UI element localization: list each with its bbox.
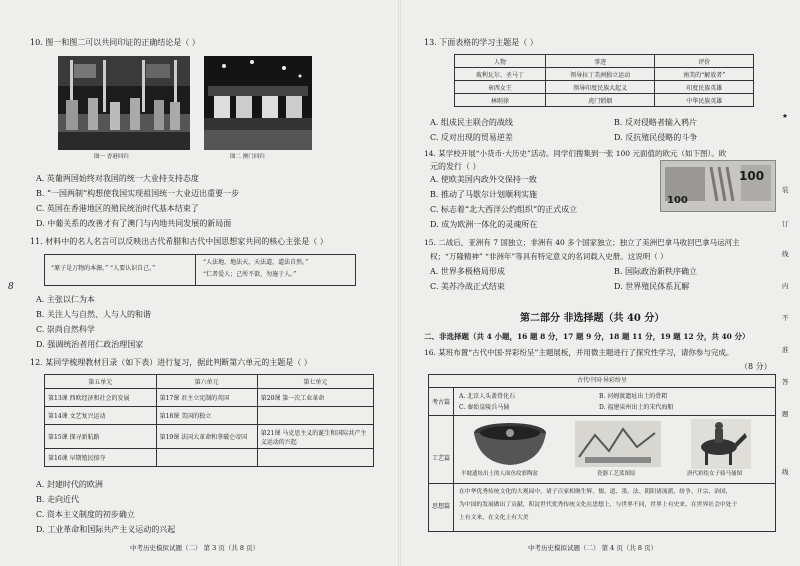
table-row — [455, 68, 754, 81]
q11-quote-box — [44, 254, 356, 286]
q15-stem-line1: 15. 二战后，亚洲有 7 国独立；非洲有 40 多个国家独立；独立了美洲巴拿马收回巴拿马运河主 — [424, 238, 740, 247]
q10-option-c: C. 英国在香港地区的殖民统治时代基本结束了 — [36, 204, 199, 213]
q11-quote-divider — [195, 255, 196, 285]
table-cell: 第15课 探寻新航路 — [45, 425, 157, 449]
left-page-footer: 中考历史模拟试题（二） 第 3 页（共 8 页） — [130, 544, 260, 552]
left-edge-mark: 8 — [8, 282, 14, 292]
side-mark-7: 答 — [782, 378, 789, 386]
gongyi-caption-2: 瓷器工艺蓝图原 — [597, 471, 636, 477]
table-cell — [156, 449, 257, 467]
q12-table — [44, 374, 374, 467]
section2-heading: 二、非选择题（共 4 小题，16 题 8 分，17 题 9 分，18 题 11 分，19 题 12 分，共 40 分） — [424, 332, 750, 341]
q13-header-deed: 事迹 — [545, 55, 655, 68]
q14-stem-line1: 14. 某学校开展“小货币·大历史”活动。同学们搜集到一张 100 元面值的欧元（如下图）。欧 — [424, 149, 727, 158]
q11-chinese-quote-1: “人法地，地法天，天法道，道法自然。” — [203, 259, 309, 266]
q15-option-a: A. 世界多极格局形成 — [430, 267, 505, 276]
q13-option-b: B. 反对侵略者输入鸦片 — [614, 118, 697, 127]
photo2-caption: 图二 澳门回归 — [230, 154, 265, 160]
table-cell: 印度民族英雄 — [655, 81, 754, 94]
table-cell: 第18课 美国的独立 — [156, 407, 257, 425]
macau-handover-photo — [204, 56, 312, 150]
q14-option-a: A. 使欧美国内政外交保持一致 — [430, 175, 537, 184]
kaogu-item-c: C. 秦始皇陵兵马俑 — [459, 404, 510, 411]
gongyi-label: 工艺篇 — [432, 455, 451, 462]
table-cell: 玻利瓦尔、圣马丁 — [455, 68, 546, 81]
table-cell: 中华民族英雄 — [655, 94, 754, 107]
table-cell — [257, 407, 373, 425]
q13-header-person: 人物 — [455, 55, 546, 68]
sixiang-label: 思想篇 — [432, 503, 451, 510]
sixiang-line-1: 在中华优秀传统文化的大观园中，诸子百家相继生辉，儒、道、墨、法、阴阳诸流派，纷争、开宗、治国， — [459, 489, 732, 495]
q12-header-row — [45, 375, 374, 389]
q14-stem-line2: 元的发行（ ） — [430, 162, 481, 171]
side-mark-8: 题 — [782, 410, 789, 418]
table-cell: 第16课 早期殖民掠夺 — [45, 449, 157, 467]
table-cell: 第21课 马克思主义的诞生和国际共产主义运动的兴起 — [257, 425, 373, 449]
kaogu-label: 考古篇 — [432, 399, 451, 406]
q13-option-a: A. 组成民主联合的战线 — [430, 118, 513, 127]
q13-header-row — [455, 55, 754, 68]
side-mark-5: 不 — [782, 314, 789, 322]
table-cell: 第20课 第一次工业革命 — [257, 389, 373, 407]
craft-illustration-icon — [575, 421, 661, 467]
kaogu-item-b: B. 河姆渡遗址出土的骨耜 — [599, 393, 668, 400]
table-cell: 林则徐 — [455, 94, 546, 107]
photo1-caption: 图一 香港回归 — [94, 154, 129, 160]
table-row — [455, 94, 754, 107]
q10-option-a: A. 英葡两国始终对我国的统一大业持支持态度 — [36, 174, 199, 183]
table-cell: 第19课 法国大革命和拿破仑帝国 — [156, 425, 257, 449]
side-mark-3: 线 — [782, 250, 789, 258]
table-cell: 第17课 君主立宪制的英国 — [156, 389, 257, 407]
side-mark-9: 线 — [782, 468, 789, 476]
table-row — [455, 81, 754, 94]
q12-stem: 12. 某同学梳理教材目录（如下表）进行复习，据此判断第六单元的主题是（ ） — [30, 358, 312, 367]
hong-kong-handover-photo — [58, 56, 190, 150]
table-cell: 章西女王 — [455, 81, 546, 94]
q11-chinese-quote-2: “仁者爱人；己所不欲，勿施于人。” — [203, 271, 297, 278]
kaogu-item-d: D. 福建泉州出土的宋代海船 — [599, 404, 674, 411]
sixiang-line-2: 为中国的发展做出了贡献，积淀世代优秀传统文化在思想上，与世界不同，世界上有史来，在世界社会中处于 — [459, 502, 738, 508]
q12-header-5: 第五单元 — [45, 375, 157, 389]
table-row — [45, 389, 374, 407]
macau-photo-svg — [204, 56, 312, 150]
board-row-divider-2 — [429, 483, 775, 484]
q16-exhibition-board — [428, 374, 776, 532]
table-cell: 领导印度民族大起义 — [545, 81, 655, 94]
q13-table — [454, 54, 754, 107]
q10-option-b: B. “一国两制”构想使我国实现祖国统一大业迈出重要一步 — [36, 189, 240, 198]
right-page — [400, 0, 800, 566]
q12-option-c: C. 资本主义制度的初步确立 — [36, 510, 135, 519]
q14-option-d: D. 成为欧洲一体化的灵魂所在 — [430, 220, 538, 229]
q16-stem: 16. 某班布置“古代中国·异彩纷呈”主题展板，并用微主题进行了探究性学习，请你参与完成。 — [424, 348, 734, 357]
table-cell: 领导拉丁美洲独立运动 — [545, 68, 655, 81]
gongyi-caption-3: 唐代彩绘女子骑马俑图 — [687, 471, 743, 477]
q12-header-6: 第六单元 — [156, 375, 257, 389]
q11-stem: 11. 材料中的名人名言可以反映出古代希腊和古代中国思想家共同的核心主张是（ ） — [30, 237, 328, 246]
q13-stem: 13. 下面表格的学习主题是（ ） — [424, 38, 538, 47]
table-row — [45, 407, 374, 425]
q16-points: （8 分） — [740, 362, 772, 371]
right-page-footer: 中考历史模拟试题（二） 第 4 页（共 8 页） — [528, 544, 658, 552]
q13-option-d: D. 反抗殖民侵略的斗争 — [614, 133, 698, 142]
side-mark-4: 内 — [782, 282, 789, 290]
q11-option-d: D. 强调统治者用仁政治理国家 — [36, 340, 144, 349]
table-row — [45, 425, 374, 449]
gongyi-caption-1: 半坡遗址出土的人面鱼纹彩陶盆 — [461, 471, 539, 477]
q13-option-c: C. 反对出现的贸易逆差 — [430, 133, 513, 142]
q12-header-7: 第七单元 — [257, 375, 373, 389]
q11-option-c: C. 崇尚自然科学 — [36, 325, 95, 334]
hong-kong-photo-svg — [58, 56, 190, 150]
q13-header-evaluation: 评价 — [655, 55, 754, 68]
q14-option-c: C. 标志着“北大西洋公约组织”的正式成立 — [430, 205, 578, 214]
side-mark-star: ★ — [782, 112, 788, 120]
table-cell: 南美的“解放者” — [655, 68, 754, 81]
table-cell — [257, 449, 373, 467]
board-label-divider — [453, 387, 454, 531]
painted-pottery-basin-icon — [471, 421, 549, 467]
sixiang-line-3: 上有文来，在文化上有大美 — [459, 515, 529, 521]
table-cell: 第13课 西欧经济和社会的发展 — [45, 389, 157, 407]
side-mark-1: 装 — [782, 186, 789, 194]
q11-option-b: B. 关注人与自然、人与人的和谐 — [36, 310, 151, 319]
table-cell: 虎门销烟 — [545, 94, 655, 107]
part2-title: 第二部分 非选择题（共 40 分） — [520, 313, 665, 324]
q15-option-c: C. 美苏冷战正式结束 — [430, 282, 505, 291]
side-mark-2: 订 — [782, 220, 789, 228]
q15-option-b: B. 国际政治新秩序确立 — [614, 267, 697, 276]
q12-option-a: A. 封建时代的欧洲 — [36, 480, 103, 489]
euro-banknote-image — [660, 160, 776, 212]
female-rider-figurine-icon — [691, 419, 751, 469]
q12-option-d: D. 工业革命和国际共产主义运动的兴起 — [36, 525, 176, 534]
kaogu-item-a: A. 北京人头盖骨化石 — [459, 393, 516, 400]
q11-option-a: A. 主张以仁为本 — [36, 295, 95, 304]
board-row-divider-1 — [429, 415, 775, 416]
q14-option-b: B. 推动了马歇尔计划顺利实施 — [430, 190, 537, 199]
q12-option-b: B. 走向近代 — [36, 495, 79, 504]
q15-option-d: D. 世界殖民体系瓦解 — [614, 282, 690, 291]
q15-stem-line2: 权；“万隆精神” “非洲年”等具有特定意义的名词载入史册。这说明（ ） — [430, 252, 668, 261]
q11-greek-quotes: “原子是万物的本源。” “人要认识自己。” — [51, 265, 156, 272]
table-row — [45, 449, 374, 467]
q10-option-d: D. 中葡关系的改善才有了澳门与内地共同发展的新局面 — [36, 219, 232, 228]
side-mark-6: 准 — [782, 346, 789, 354]
table-cell: 第14课 文艺复兴运动 — [45, 407, 157, 425]
banknote-value-top: 100 — [739, 169, 765, 183]
banknote-value-bottom: 100 — [667, 195, 688, 206]
board-title: 古代中国·异彩纷呈 — [429, 375, 775, 388]
q10-stem: 10. 图一和图二可以共同印证的正确结论是（ ） — [30, 38, 200, 47]
